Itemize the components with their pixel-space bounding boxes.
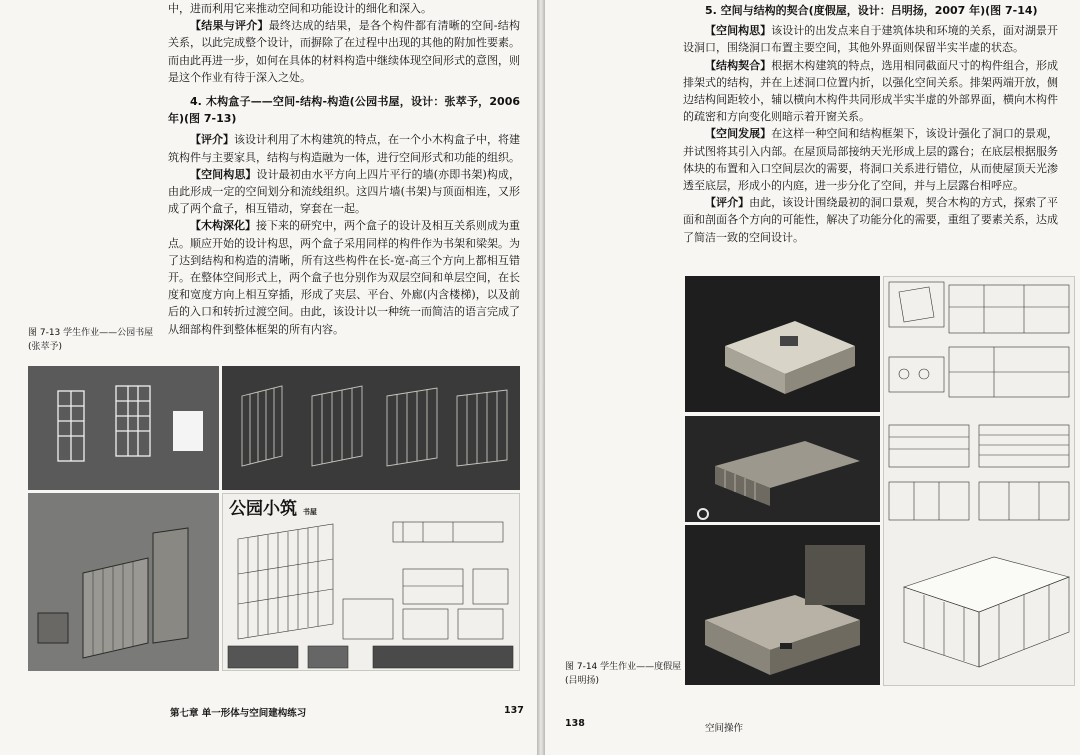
right-page [545, 0, 1080, 755]
inset-title-small: 书屋 [302, 508, 317, 516]
body-result-evaluation: 最终达成的结果，是各个构件都有清晰的空间-结构关系，以此完成整个设计，而摒除了在过程中出现的其他的附加性要素。而由此再进一步，如何在具体的材料构造中继续体现空间形式的意图，则是这个作业有待于深入之处。 [168, 19, 521, 84]
page-number-right: 138 [565, 718, 585, 729]
drawing-sheet-park-bookhouse [222, 493, 520, 671]
body-evaluation: 该设计利用了木构建筑的特点，在一个小木构盒子中，将建筑构件与主要家具，结构与构造融为一体，进行空间形式和功能的组织。 [168, 133, 520, 164]
photo-house-model-2 [685, 416, 880, 522]
section-4-heading: 4. 木构盒子——空间-结构-构造(公园书屋，设计：张萃予，2006 年)(图 7-13) [168, 95, 520, 126]
white-models-illustration [28, 366, 219, 490]
house-model-1-illustration [685, 276, 880, 412]
body-structure-fit: 根据木构建筑的特点，选用相同截面尺寸的构件组合，形成排架式的结构，并在上述洞口位置内折，以强化空间关系。排架两端开放，侧边结构间距较小，辅以横向木构件共同形成半实半虚的外部界面，横向木构件的疏密和方向变化则暗示着开窗关系。 [683, 58, 1059, 124]
photo-house-model-1 [685, 276, 880, 412]
figure-7-14-caption: 图 7-14 学生作业——度假屋(吕明扬) [565, 662, 682, 686]
body-space-development: 在这样一种空间和结构框架下，该设计强化了洞口的景观，并试图将其引入内部。在屋顶局部接纳天光形成上层的露台；在底层根据服务体块的布置和入口空间层次的需要，将洞口关系进行错位，从而使屋顶天光渗透至底层，形成小的内庭，进一步分化了空间，并与上层露台相呼应。 [683, 127, 1059, 193]
body-space-concept: 设计最初由水平方向上四片平行的墙(亦即书架)构成，由此形成一定的空间划分和流线组织。这四片墙(书架)与顶面相连，又形成了两个盒子，相互错动，穿套在一起。 [168, 167, 520, 216]
wood-model-illustration [28, 493, 219, 671]
right-text-block [683, 2, 1058, 246]
plans-sections-illustration [884, 277, 1075, 686]
paragraph-space-concept-right [683, 22, 1058, 56]
tag-evaluation: 【评介】 [190, 133, 234, 147]
paragraph-evaluation [168, 131, 520, 165]
left-text-block-section4 [168, 93, 520, 338]
footer-chapter-right: 空间操作 [705, 723, 744, 734]
body-wood-deepening: 接下来的研究中，两个盒子的设计及相互关系则成为重点。顺应开始的设计构思，两个盒子采用同样的构件作为书架和梁架。为了达到结构和构造的清晰，所有这些构件在长-宽-高三个方向上都相互错开。在整体空间形式上，两个盒子也分别作为双层空间和单层空间，在长度和宽度方向上相互穿插，形成了夹层、平台、外廊(内含楼梯)，以及前后的入口和转折过渡空间。由此，该设计以一种统一而简洁的语言完成了从细部构件到整体框架的所有内容。 [168, 219, 520, 336]
body-space-concept-right: 该设计的出发点来自于建筑体块和环境的关系，面对湖景开设洞口，围绕洞口布置主要空间，其他外界面则保留半实半虚的状态。 [683, 24, 1059, 55]
body-evaluation-right: 由此，该设计围绕最初的洞口景观，契合木构的方式，探索了平面和剖面各个方向的可能性，解决了功能分化的需要，重组了要素关系，达成了简洁一致的空间设计。 [683, 196, 1059, 244]
paragraph-space-concept [168, 166, 520, 218]
tag-space-concept-right: 【空间构思】 [705, 24, 772, 38]
drawing-sheet-vacation-house [883, 276, 1075, 686]
photo-wood-frames [222, 366, 520, 490]
tag-wood-deepening: 【木构深化】 [190, 219, 256, 233]
paragraph-wood-deepening [168, 217, 520, 337]
drawing-sheet-illustration [223, 494, 520, 671]
page-number-left: 137 [504, 705, 524, 716]
paragraph-continued: 中，进而利用它来推动空间和功能设计的细化和深入。 [168, 2, 432, 15]
paragraph-evaluation-right [683, 194, 1058, 246]
photo-white-models [28, 366, 219, 490]
paragraph-structure-fit [683, 57, 1058, 126]
section-5-heading: 5. 空间与结构的契合(度假屋，设计：吕明扬，2007 年)(图 7-14) [705, 4, 1038, 17]
left-text-block-top [168, 0, 520, 86]
inset-title-text: 公园小筑 [229, 499, 297, 519]
footer-chapter-left: 第七章 单一形体与空间建构练习 [170, 708, 307, 719]
left-page [0, 0, 537, 755]
house-model-2-illustration [685, 416, 880, 522]
tag-structure-fit: 【结构契合】 [705, 58, 772, 72]
tag-result-evaluation: 【结果与评介】 [190, 19, 269, 33]
photo-wood-model-large [28, 493, 219, 671]
paragraph-space-development [683, 125, 1058, 194]
tag-space-development: 【空间发展】 [705, 127, 772, 141]
house-model-3-illustration [685, 525, 880, 685]
photo-house-model-3 [685, 525, 880, 685]
tag-evaluation-right: 【评介】 [705, 196, 750, 210]
wood-frames-illustration [222, 366, 520, 490]
paragraph-result-evaluation [168, 17, 520, 86]
book-gutter [537, 0, 545, 755]
tag-space-concept: 【空间构思】 [190, 167, 257, 181]
figure-7-13-caption: 图 7-13 学生作业——公园书屋(张萃予) [28, 328, 154, 352]
